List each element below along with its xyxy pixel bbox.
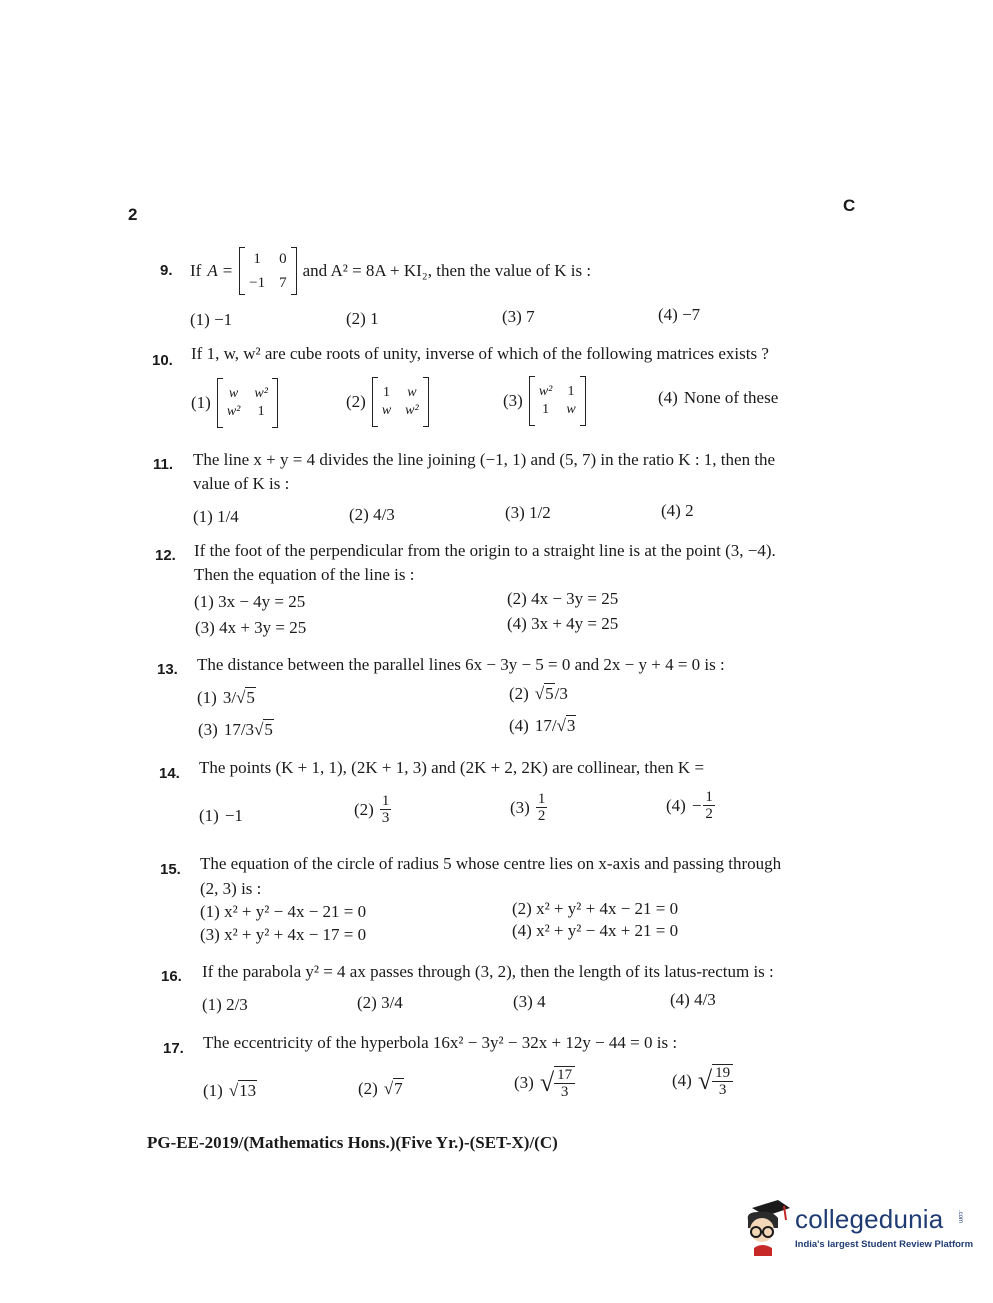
matrix-cell: w [407,385,417,400]
option-2: (2) 4x − 3y = 25 [507,589,619,608]
option-radicand: 5 [264,720,273,739]
option-1: (1) 3x − 4y = 25 [194,592,306,611]
option-sqrt-fraction [698,1064,733,1098]
option-label: (3) [503,391,523,410]
collegedunia-logo [738,1198,974,1258]
option-label: (2) [354,799,374,819]
fraction-denominator: 2 [537,808,546,824]
option-3: (3) 17/3√5 [198,720,273,739]
option-text: −1 [224,806,243,825]
question-number: 12. [155,547,176,564]
option-1: (1) −1 [190,310,233,329]
option-label: (4) [672,1071,692,1090]
question-text-line2: Then the equation of the line is : [194,565,415,584]
matrix-cell: 1 [542,402,550,417]
option-3: (3) 7 [502,307,535,326]
option-label: (4) [666,795,686,815]
option-2: (2) √7 [358,1079,403,1098]
option-fraction [536,791,548,824]
matrix-name: A = [207,261,234,280]
question-text: The distance between the parallel lines 6x − 3y − 5 = 0 and 2x − y + 4 = 0 is : [197,655,725,674]
radical-sign: √ [539,1068,555,1097]
question-number: 15. [160,861,181,878]
option-2: (2) √5/3 [509,684,568,703]
matrix-cell: 1 [383,385,390,400]
matrix-cell: 1 [257,404,265,419]
option-label: (4) [509,716,529,735]
option-4: (4) x² + y² − 4x + 21 = 0 [512,921,679,940]
matrix-cell: w [566,402,576,417]
option-label: (3) [514,1073,534,1092]
question-text: If 1, w, w² are cube roots of unity, inverse of which of the following matrices exists ? [191,344,769,363]
matrix-cell: w² [226,404,241,419]
option-matrix [372,377,429,427]
option-2: (2) 3/4 [357,993,403,1012]
option-sign: − [691,795,702,815]
option-3: (3) x² + y² + 4x − 17 = 0 [200,925,367,944]
option-matrix [217,378,278,428]
mascot-icon [738,1198,794,1258]
matrix-cell: w² [405,403,419,418]
footer-code: PG-EE-2019/(Mathematics Hons.)(Five Yr.)-(SET-X)/(C) [147,1133,558,1152]
matrix-cell: 0 [279,251,287,267]
option-1: (1) 1/4 [193,507,239,526]
question-number: 17. [163,1040,184,1057]
question-text-after: and A² = 8A + KI₂, then the value of K is : [302,261,592,280]
question-number: 9. [160,262,173,279]
option-2 [346,377,429,427]
logo-tagline: India's largest Student Review Platform [795,1239,974,1250]
option-4: (4) 4/3 [670,990,716,1009]
fraction-numerator: 17 [554,1067,575,1084]
option-4: (4) 2 [661,501,694,520]
option-1: (1) 3/√5 [197,688,255,707]
option-3 [514,1066,575,1100]
option-4: (4) 3x + 4y = 25 [507,614,619,633]
fraction-denominator: 2 [705,806,713,822]
fraction-denominator: 3 [718,1082,727,1098]
option-1: (1) x² + y² − 4x − 21 = 0 [200,902,367,921]
fraction-numerator: 19 [712,1065,733,1082]
option-label: (4) [658,388,678,407]
question-text-line1: The equation of the circle of radius 5 whose centre lies on x-axis and passing through [200,854,782,873]
matrix-cell: w [228,386,239,401]
question-text: The eccentricity of the hyperbola 16x² − 3y² − 32x + 12y − 44 = 0 is : [203,1033,678,1052]
option-label: (2) [358,1079,378,1098]
option-2 [354,793,391,826]
logo-suffix: .com [957,1210,963,1224]
matrix-cell: 1 [567,384,575,399]
page-number: 2 [128,205,138,224]
option-pre: 3/ [222,688,237,707]
option-4: (4) 17/√3 [509,716,576,735]
option-pre: 17/3 [223,720,255,739]
matrix-cell: 1 [253,251,261,267]
option-3: (3) 4x + 3y = 25 [195,618,307,637]
fraction-numerator: 1 [537,791,546,807]
radical-sign: √ [697,1066,713,1095]
question-text [190,246,591,296]
option-label: (1) [191,393,211,412]
question-text-line1: The line x + y = 4 divides the line joining (−1, 1) and (5, 7) in the ratio K : 1, then the [193,450,776,469]
option-fraction [380,793,392,826]
option-3 [503,376,586,426]
option-4 [666,789,715,822]
option-pre: 17/ [534,716,557,735]
option-label: (1) [203,1081,223,1100]
option-2: (2) 4/3 [349,505,395,524]
option-1 [191,378,278,428]
fraction-denominator: 3 [381,810,390,826]
option-1: (1) √13 [203,1081,257,1100]
option-radicand: 7 [394,1079,403,1098]
fraction-numerator: 1 [705,789,713,805]
option-3 [510,791,547,824]
fraction-numerator: 1 [381,793,390,809]
option-post: /3 [554,684,568,703]
option-label: (2) [346,392,366,411]
option-2: (2) x² + y² + 4x − 21 = 0 [512,899,679,918]
question-number: 16. [161,968,182,985]
matrix-a [239,247,296,295]
question-number: 14. [159,765,180,782]
option-sqrt-fraction [540,1066,575,1100]
option-radicand: 5 [246,688,255,707]
option-3: (3) 4 [513,992,546,1011]
option-fraction [703,789,715,822]
option-label: (1) [197,688,217,707]
option-radicand: 3 [566,716,576,735]
option-radicand: 5 [545,684,554,703]
question-text-line2: (2, 3) is : [200,879,262,898]
question-text-line1: If the foot of the perpendicular from the origin to a straight line is at the point (3, −4). [194,541,776,560]
option-4 [658,388,778,408]
option-radicand: 13 [239,1081,257,1100]
option-4 [672,1064,733,1098]
option-label: (3) [510,797,530,817]
fraction-denominator: 3 [560,1084,569,1100]
matrix-cell: −1 [249,275,266,291]
option-3: (3) 1/2 [505,503,551,522]
question-number: 11. [153,456,174,473]
option-2: (2) 1 [346,309,379,328]
question-text: The points (K + 1, 1), (2K + 1, 3) and (2K + 2, 2K) are collinear, then K = [199,758,705,777]
option-matrix [529,376,586,426]
option-text: None of these [683,388,779,407]
set-code: C [843,196,856,215]
option-1 [199,806,243,826]
question-number: 10. [152,352,173,369]
question-text-line2: value of K is : [193,474,290,493]
question-number: 13. [157,661,178,678]
option-label: (3) [198,720,218,739]
logo-brand: collegedunia [795,1204,944,1234]
matrix-cell: w [381,403,392,418]
option-label: (1) [199,806,219,825]
matrix-cell: 7 [279,275,287,291]
matrix-cell: w² [538,384,553,399]
option-label: (2) [509,684,529,703]
question-lead: If [190,261,202,280]
question-text: If the parabola y² = 4 ax passes through (3, 2), then the length of its latus-rectum is : [202,962,774,981]
matrix-cell: w² [254,386,268,401]
option-4: (4) −7 [658,305,701,324]
option-1: (1) 2/3 [202,995,248,1014]
